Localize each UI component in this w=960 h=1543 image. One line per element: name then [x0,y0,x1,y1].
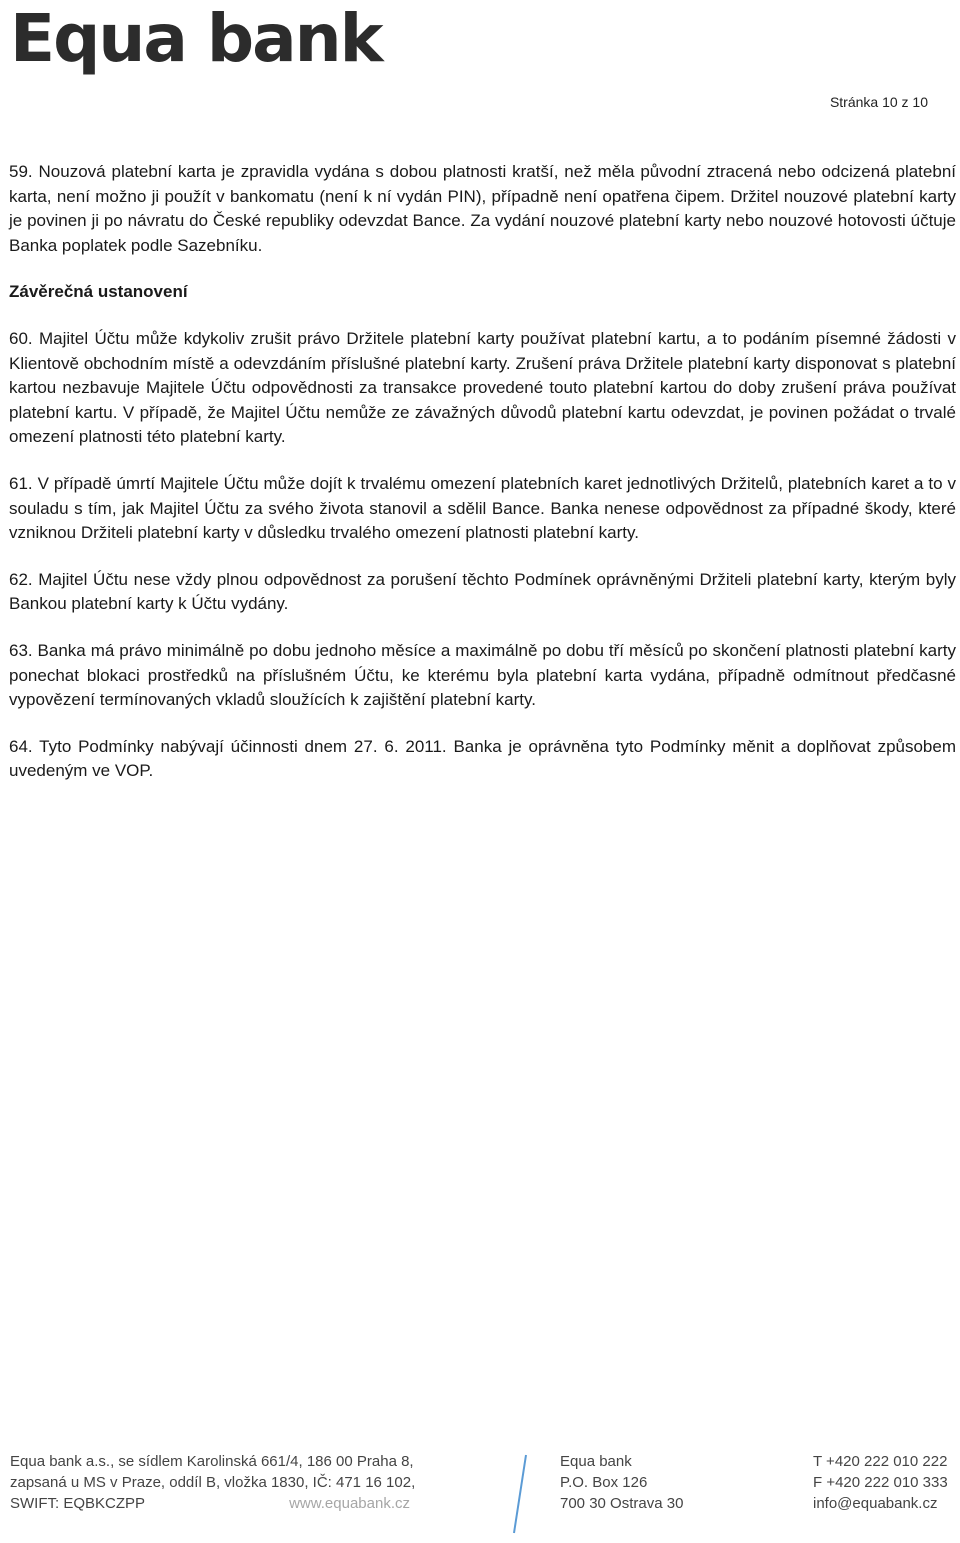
footer-swift-code: SWIFT: EQBKCZPP [10,1495,145,1512]
footer-phone: T +420 222 010 222 [813,1453,948,1470]
footer-website-link[interactable]: www.equabank.cz [289,1495,410,1512]
footer-company-line: Equa bank a.s., se sídlem Karolinská 661/4, 186 00 Praha 8, [10,1453,414,1470]
paragraph-64: 64. Tyto Podmínky nabývají účinnosti dnem 27. 6. 2011. Banka je oprávněna tyto Podmínky měnit a doplňovat způsobem uvedeným ve VOP. [9,736,956,781]
footer-fax: F +420 222 010 333 [813,1474,948,1491]
footer-swift [10,1493,415,1514]
footer-contacts [813,1451,948,1514]
paragraph-63: 63. Banka má právo minimálně po dobu jednoho měsíce a maximálně po dobu tří měsíců po skončení platnosti platební karty ponechat blokaci prostředků na příslušném Účtu, ke kterému byla platební karta vydána, případně odmítnout předčasné vypovězení termínovaných vkladů sloužících k zajištění platební karty. [9,640,956,710]
footer-company-line: zapsaná u MS v Praze, oddíl B, vložka 1830, IČ: 471 16 102, [10,1474,416,1491]
page-number: Stránka 10 z 10 [829,94,928,110]
footer-address-line: Equa bank [560,1453,632,1470]
footer-divider [510,1453,530,1535]
footer-email-link[interactable]: info@equabank.cz [813,1495,938,1512]
equa-bank-logo: Equa bank [10,0,382,77]
document-body [9,160,956,806]
paragraph-61: 61. V případě úmrtí Majitele Účtu může dojít k trvalému omezení platebních karet jednotlivých Držitelů, platebních karet a to v souladu s tím, jak Majitel Účtu za svého života stanovil a sdělil Bance. Banka nenese odpovědnost za případné škody, které vzniknou Držiteli platební karty v důsledku trvalého omezení platnosti platební karty. [9,473,956,543]
paragraph-60: 60. Majitel Účtu může kdykoliv zrušit právo Držitele platební karty používat platební kartu, a to podáním písemné žádosti v Klientově obchodním místě a odevzdáním příslušné platební karty. Zrušení práva Držitele platební karty disponovat s platební kartou nezbavuje Majitele Účtu odpovědnosti za transakce provedené touto platební kartou do doby zrušení práva používat platební kartu. V případě, že Majitel Účtu nemůže ze závažných důvodů platební kartu odevzdat, je povinen požádat o trvalé omezení platnosti této platební karty. [9,328,956,447]
footer-address-line: P.O. Box 126 [560,1474,648,1491]
paragraph-62: 62. Majitel Účtu nese vždy plnou odpovědnost za porušení těchto Podmínek oprávněnými Držiteli platební karty, kterým byly Bankou platební karty k Účtu vydány. [9,569,956,614]
section-heading: Závěrečná ustanovení [9,282,188,302]
paragraph-59: 59. Nouzová platební karta je zpravidla vydána s dobou platnosti kratší, než měla původní ztracená nebo odcizená platební karta, není možno ji použít v bankomatu (není k ní vydán PIN), případně není opatřena čipem. Držitel nouzové platební karty je povinen ji po návratu do České republiky odevzdat Bance. Za vydání nouzové platební karty nebo nouzové hotovosti účtuje Banka poplatek podle Sazebníku. [9,162,956,255]
footer-company-info [10,1451,415,1514]
page-footer [10,1451,950,1541]
footer-postal-address [560,1451,683,1514]
footer-address-line: 700 30 Ostrava 30 [560,1495,684,1512]
